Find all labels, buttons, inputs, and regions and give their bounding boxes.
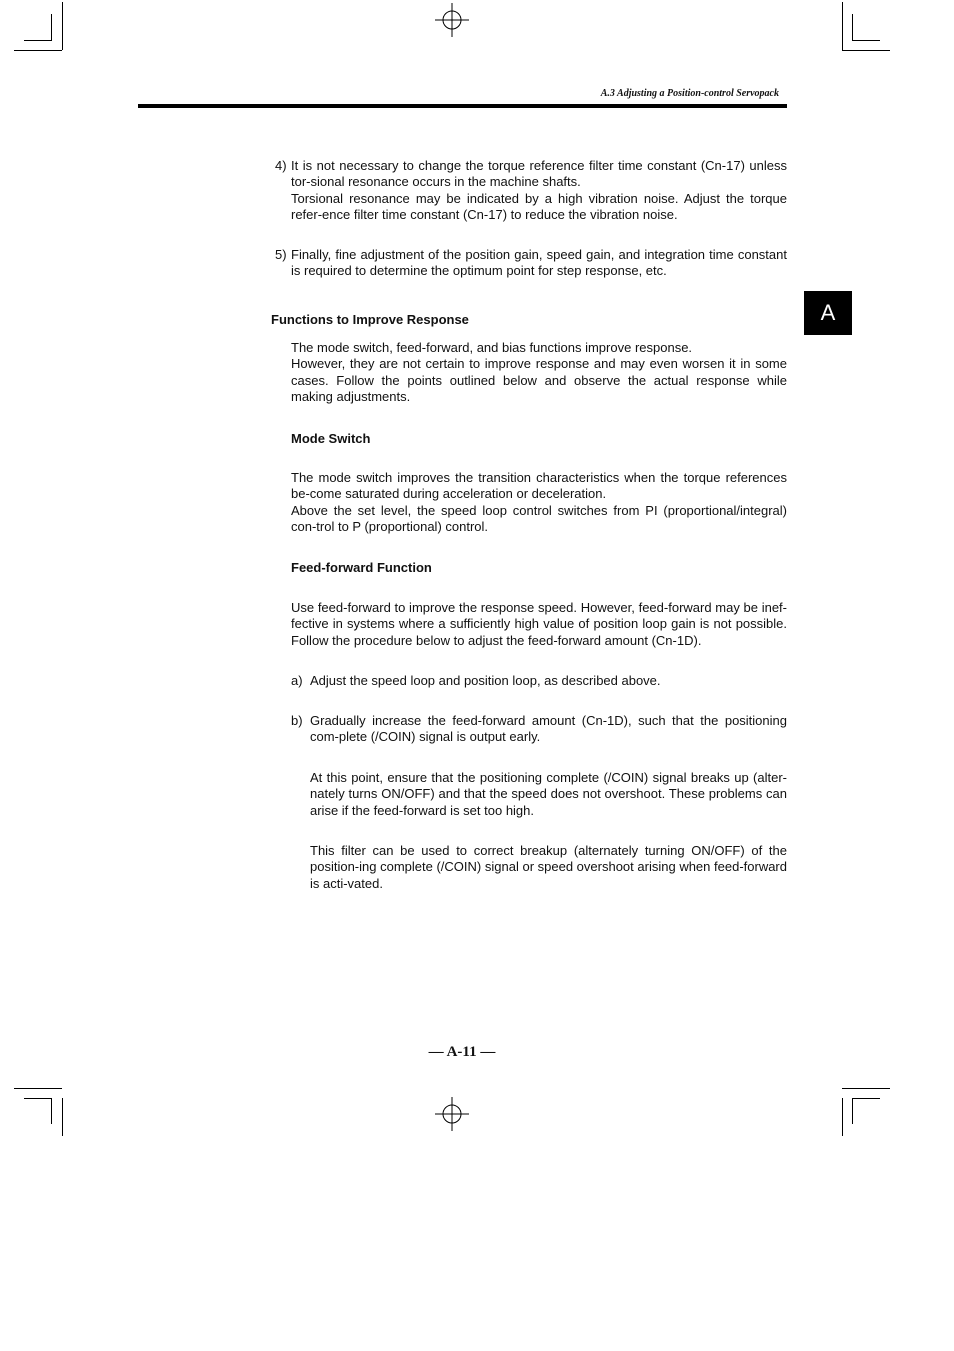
step-label: b) (291, 713, 303, 728)
crop-mark (852, 40, 880, 41)
crop-mark (62, 1098, 63, 1136)
paragraph: However, they are not certain to improve response and may even worsen it in some cases. Follow the points outlined below and observe the actual response while making adjustments. (291, 356, 787, 405)
subsection-heading: Mode Switch (291, 431, 371, 446)
crop-mark (842, 1088, 890, 1089)
crop-mark (842, 50, 890, 51)
registration-mark-icon (435, 1097, 469, 1131)
item-number: 4) (275, 158, 287, 173)
crop-mark (51, 14, 52, 40)
crop-mark (24, 1098, 52, 1099)
crop-mark (842, 2, 843, 50)
step-text: Gradually increase the feed-forward amount (Cn-1D), such that the positioning com-plete (/COIN) signal is output early. (310, 713, 787, 745)
step-label: a) (291, 673, 303, 688)
running-header: A.3 Adjusting a Position-control Servopack (600, 88, 779, 99)
paragraph: Use feed-forward to improve the response speed. However, feed-forward may be inef-fective in systems where a sufficiently high value of position loop gain is not possible. Follow the procedure below to adjust the feed-forward amount (Cn-1D). (291, 600, 787, 648)
item-number: 5) (275, 247, 287, 262)
list-item (291, 158, 787, 224)
paragraph: Above the set level, the speed loop control switches from PI (proportional/integral) con-trol to P (proportional) control. (291, 502, 787, 535)
paragraph: It is not necessary to change the torque reference filter time constant (Cn-17) unless tor-sional resonance occurs in the machine shafts. (291, 158, 787, 190)
crop-mark (14, 1088, 62, 1089)
crop-mark (842, 1098, 843, 1136)
section-body (291, 340, 787, 406)
crop-mark (852, 1098, 880, 1099)
crop-mark (62, 2, 63, 50)
crop-mark (852, 14, 853, 40)
step-text: Adjust the speed loop and position loop, as described above. (310, 673, 661, 688)
header-rule (138, 104, 787, 108)
paragraph: The mode switch, feed-forward, and bias functions improve response. (291, 340, 693, 355)
paragraph: Torsional resonance may be indicated by a high vibration noise. Adjust the torque refer-ence filter time constant (Cn-17) to reduce the vibration noise. (291, 190, 787, 223)
section-heading: Functions to Improve Response (271, 312, 469, 327)
section-tab: A (804, 291, 852, 335)
registration-mark-icon (435, 3, 469, 37)
section-body (291, 600, 787, 649)
page-number: — A-11 — (428, 1044, 496, 1060)
paragraph: The mode switch improves the transition characteristics when the torque references be-come saturated during acceleration or deceleration. (291, 470, 787, 502)
crop-mark (852, 1098, 853, 1124)
note-paragraph: At this point, ensure that the positioning complete (/COIN) signal breaks up (alter-nately turns ON/OFF) and that the speed does not overshoot. These problems can arise if the feed-forward is set too high. (310, 770, 787, 818)
crop-mark (51, 1098, 52, 1124)
paragraph: Finally, fine adjustment of the position gain, speed gain, and integration time constant is required to determine the optimum point for step response, etc. (291, 247, 787, 279)
crop-mark (14, 50, 62, 51)
list-item (291, 247, 787, 280)
note-paragraph: This filter can be used to correct breakup (alternately turning ON/OFF) of the position-ing complete (/COIN) signal or speed overshoot arising when feed-forward is acti-vated. (310, 843, 787, 891)
subsection-heading: Feed-forward Function (291, 560, 432, 575)
crop-mark (24, 40, 52, 41)
section-body (291, 470, 787, 536)
